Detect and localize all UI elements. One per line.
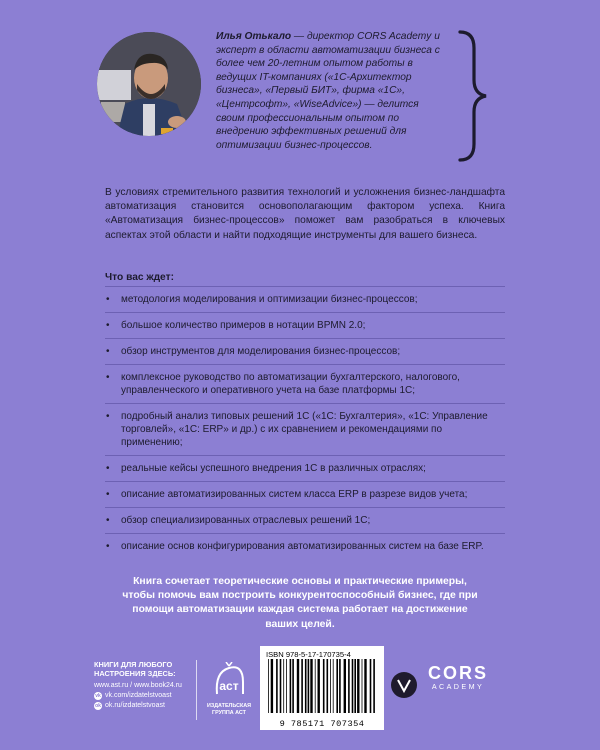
list-item-text: методология моделирования и оптимизации бизнес-процессов; — [121, 294, 418, 305]
barcode-bar — [357, 659, 359, 713]
barcode-bar — [276, 659, 278, 713]
list-item — [105, 286, 505, 312]
cors-logo-text: CORS — [428, 663, 489, 683]
barcode-bar — [297, 659, 299, 713]
barcode-bar — [318, 659, 320, 713]
barcode-bar — [271, 659, 273, 713]
barcode-bar — [330, 659, 331, 713]
barcode-bar — [339, 659, 341, 713]
list-item-text: подробный анализ типовых решений 1С («1С: Бухгалтерия», «1С: Управление торговлей», «1С: ERP» и др.) с их сравнением и рекомендациями по применению; — [121, 411, 488, 448]
list-item-text: обзор специализированных отраслевых решений 1С; — [121, 515, 371, 526]
author-name: Илья Отькало — [216, 31, 292, 42]
ast-logo-text: аст — [219, 679, 239, 693]
barcode-bar — [286, 659, 287, 713]
v-publisher-logo — [391, 672, 417, 698]
barcode-bar — [290, 659, 292, 713]
bullet-mark: • — [106, 411, 110, 422]
ast-logo-icon — [209, 662, 249, 696]
vk-link-row — [94, 691, 194, 701]
bullet-mark: • — [106, 489, 110, 500]
publisher-sites: www.ast.ru / www.book24.ru — [94, 682, 182, 689]
list-item-text: описание основ конфигурирования автоматизированных систем на базе ERP. — [121, 541, 484, 552]
list-item-text: большое количество примеров в нотации BPMN 2.0; — [121, 320, 366, 331]
author-bio — [216, 30, 446, 152]
barcode-bar — [268, 659, 269, 713]
list-item — [105, 507, 505, 533]
list-item — [105, 364, 505, 403]
footer-divider — [196, 660, 197, 720]
ok-link: ok.ru/izdatelstvoast — [105, 702, 165, 709]
barcode-bar — [283, 659, 284, 713]
list-item — [105, 455, 505, 481]
barcode-bar — [362, 659, 363, 713]
barcode-bar — [348, 659, 350, 713]
bullet-mark: • — [106, 541, 110, 552]
ast-caption: ИЗДАТЕЛЬСКАЯ ГРУППА АСТ — [206, 703, 252, 716]
barcode-bar — [301, 659, 303, 713]
barcode-number: 9 785171 707354 — [279, 719, 365, 729]
list-item — [105, 312, 505, 338]
barcode — [260, 646, 384, 730]
cors-academy-logo — [428, 664, 488, 691]
publisher-slogan: КНИГИ ДЛЯ ЛЮБОГО НАСТРОЕНИЯ ЗДЕСЬ: — [94, 660, 176, 678]
barcode-bar — [370, 659, 372, 713]
barcode-bar — [308, 659, 310, 713]
barcode-bar — [333, 659, 334, 713]
barcode-bar — [352, 659, 354, 713]
feature-list — [105, 286, 505, 559]
what-awaits-heading: Что вас ждет: — [105, 272, 174, 283]
bullet-mark: • — [106, 294, 110, 305]
bullet-mark: • — [106, 463, 110, 474]
list-item — [105, 403, 505, 455]
bullet-mark: • — [106, 320, 110, 331]
author-bio-text: — директор CORS Academy и эксперт в области автоматизации бизнеса с более чем 20-летним опытом работы в ведущих IT-компаниях («1С-Архитектор бизнеса», «Первый БИТ», фирма «1С», «Центрсофт», «WiseAdvice») — делится своим профессиональным опытом по внедрению эффективных решений для оптимизации бизнес-процессов. — [216, 31, 440, 151]
bullet-mark: • — [106, 346, 110, 357]
ok-icon: ok — [95, 703, 101, 709]
list-item-text: реальные кейсы успешного внедрения 1С в различных отраслях; — [121, 463, 426, 474]
list-item-text: комплексное руководство по автоматизации бухгалтерского, налогового, управленческого и оперативного учета на базе платформы 1С; — [121, 372, 460, 396]
publisher-info — [94, 660, 194, 711]
summary-text: Книга сочетает теоретические основы и практические примеры, чтобы помочь вам построить конкурентоспособный бизнес, где при помощи автоматизации каждая система работает на достижение ваших целей. — [122, 576, 478, 630]
vk-link: vk.com/izdatelstvoast — [105, 692, 172, 699]
isbn-label: ISBN 978-5-17-170735-4 — [266, 650, 351, 659]
academy-logo-text: ACADEMY — [431, 682, 485, 691]
barcode-bar — [364, 659, 366, 713]
barcode-bar — [344, 659, 346, 713]
list-item — [105, 338, 505, 364]
ast-logo — [205, 662, 253, 716]
list-item — [105, 533, 505, 559]
barcode-bar — [327, 659, 329, 713]
bullet-mark: • — [106, 372, 110, 383]
curly-brace-decoration — [452, 28, 496, 164]
barcode-bar — [292, 659, 294, 713]
barcode-bar — [310, 659, 312, 713]
barcode-bar — [315, 659, 316, 713]
barcode-bar — [323, 659, 325, 713]
intro-paragraph: В условиях стремительного развития технологий и усложнения бизнес-ландшафта автоматизация становится основополагающим фактором успеха. Книга «Автоматизация бизнес-процессов» поможет вам разобраться в ключевых аспектах этой области и найти подходящие инструменты для вашего бизнеса. — [105, 187, 505, 241]
list-item — [105, 481, 505, 507]
author-photo — [97, 32, 201, 136]
v-logo-icon — [396, 677, 412, 693]
barcode-bar — [354, 659, 356, 713]
bullet-mark: • — [106, 515, 110, 526]
barcode-bar — [373, 659, 375, 713]
barcode-bar — [305, 659, 307, 713]
barcode-bars — [266, 659, 378, 713]
barcode-bar — [336, 659, 338, 713]
list-item-text: обзор инструментов для моделирования бизнес-процессов; — [121, 346, 401, 357]
vk-icon: vk — [95, 693, 101, 699]
list-item-text: описание автоматизированных систем класса ERP в разрезе видов учета; — [121, 489, 468, 500]
barcode-bar — [280, 659, 282, 713]
ok-link-row — [94, 701, 194, 711]
